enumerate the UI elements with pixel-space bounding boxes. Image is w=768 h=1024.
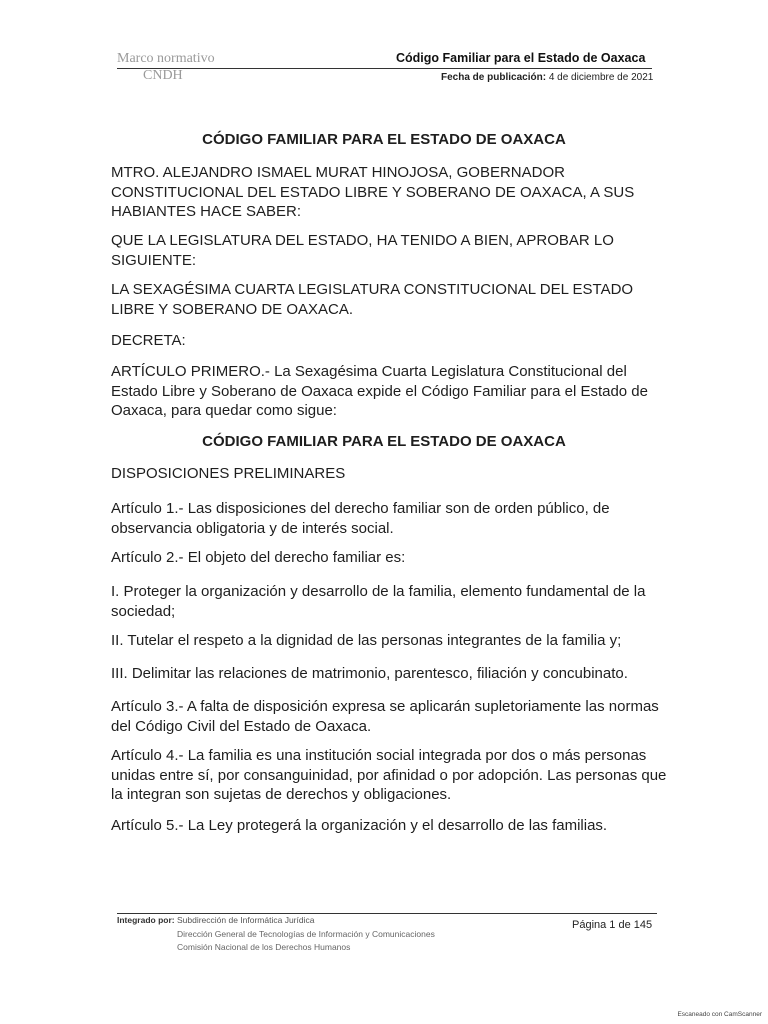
footer-subdireccion: Subdirección de Informática Jurídica <box>176 915 315 925</box>
footer-page-number: Página 1 de 145 <box>572 919 653 931</box>
paragraph-fraccion-iii: III. Delimitar las relaciones de matrimonio, parentesco, filiación y concubinato. <box>111 665 628 682</box>
scanner-watermark: Escaneado con CamScanner <box>677 1011 762 1018</box>
footer-direccion-general: Dirección General de Tecnologías de Información y Comunicaciones <box>177 929 435 939</box>
paragraph-decreta: DECRETA: <box>111 332 186 349</box>
paragraph-articulo-3: Artículo 3.- A falta de disposición expresa se aplicarán supletoriamente las normas del Código Civil del Estado de Oaxaca. <box>111 698 659 735</box>
paragraph-articulo-2: Artículo 2.- El objeto del derecho familiar es: <box>111 549 406 566</box>
header-marco-normativo: Marco normativo <box>117 51 215 66</box>
footer-integrado-por <box>117 915 314 925</box>
header-cndh: CNDH <box>143 68 183 83</box>
section-title: CÓDIGO FAMILIAR PARA EL ESTADO DE OAXACA <box>202 433 566 450</box>
publication-date-label: Fecha de publicación: <box>441 72 547 83</box>
paragraph-sexagesima: LA SEXAGÉSIMA CUARTA LEGISLATURA CONSTITUCIONAL DEL ESTADO LIBRE Y SOBERANO DE OAXACA. <box>111 281 634 318</box>
header-divider <box>117 68 652 69</box>
footer-integrado-label: Integrado por: <box>117 915 175 925</box>
paragraph-articulo-4: Artículo 4.- La familia es una institución social integrada por dos o más personas unidas entre sí, por consanguinidad, por afinidad o por adopción. Las personas que la integran son sujetas de derechos y obligaciones. <box>111 747 667 803</box>
paragraph-gobernador: MTRO. ALEJANDRO ISMAEL MURAT HINOJOSA, GOBERNADOR CONSTITUCIONAL DEL ESTADO LIBRE Y SOBERANO DE OAXACA, A SUS HABIANTES HACE SABER: <box>111 164 635 220</box>
paragraph-fraccion-ii: II. Tutelar el respeto a la dignidad de las personas integrantes de la familia y; <box>111 632 622 649</box>
paragraph-fraccion-i: I. Proteger la organización y desarrollo de la familia, elemento fundamental de la sociedad; <box>111 583 646 620</box>
paragraph-legislatura: QUE LA LEGISLATURA DEL ESTADO, HA TENIDO A BIEN, APROBAR LO SIGUIENTE: <box>111 232 614 269</box>
paragraph-articulo-5: Artículo 5.- La Ley protegerá la organización y el desarrollo de las familias. <box>111 817 608 834</box>
footer-divider <box>117 913 657 914</box>
heading-disposiciones: DISPOSICIONES PRELIMINARES <box>111 465 346 482</box>
footer-comision: Comisión Nacional de los Derechos Humanos <box>177 942 351 952</box>
header-document-title: Código Familiar para el Estado de Oaxaca <box>396 51 646 65</box>
document-title: CÓDIGO FAMILIAR PARA EL ESTADO DE OAXACA <box>202 131 566 148</box>
publication-date-value: 4 de diciembre de 2021 <box>548 72 654 83</box>
paragraph-articulo-primero: ARTÍCULO PRIMERO.- La Sexagésima Cuarta Legislatura Constitucional del Estado Libre y Soberano de Oaxaca expide el Código Familiar para el Estado de Oaxaca, para quedar como sigue: <box>111 363 648 419</box>
header-publication-date <box>441 72 653 83</box>
paragraph-articulo-1: Artículo 1.- Las disposiciones del derecho familiar son de orden público, de observancia obligatoria y de interés social. <box>111 500 610 537</box>
